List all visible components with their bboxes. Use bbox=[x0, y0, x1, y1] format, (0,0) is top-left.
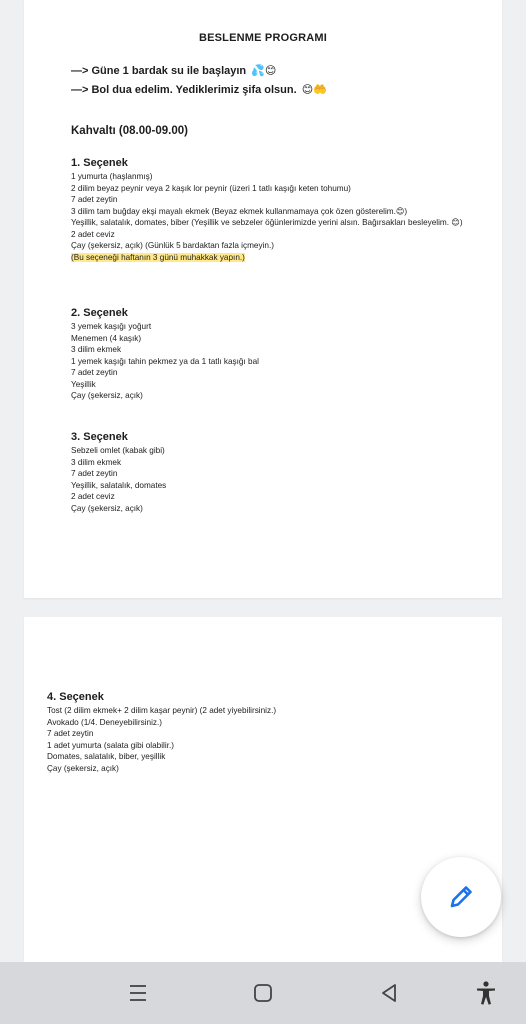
list-item: Çay (şekersiz, açık) (Günlük 5 bardaktan fazla içmeyin.) bbox=[71, 241, 274, 250]
list-item: 7 adet zeytin bbox=[47, 729, 94, 738]
option-1 bbox=[71, 155, 481, 263]
list-item: 2 dilim beyaz peynir veya 2 kaşık lor peynir (üzeri 1 tatlı kaşığı keten tohumu) bbox=[71, 183, 351, 193]
option-items bbox=[71, 445, 481, 514]
meal-heading: Kahvaltı (08.00-09.00) bbox=[71, 125, 188, 137]
accessibility-button[interactable] bbox=[469, 976, 503, 1010]
list-item: 3 dilim ekmek bbox=[71, 457, 122, 467]
document-page-1 bbox=[24, 0, 502, 598]
list-item: 1 adet yumurta (salata gibi olabilir.) bbox=[47, 740, 174, 750]
list-item: 3 dilim tam buğday ekşi mayalı ekmek (Beyaz ekmek kullanmamaya çok özen gösterelim.😊) bbox=[71, 206, 408, 216]
smile-prayer-emoji-icon: 😊🤲 bbox=[301, 84, 327, 96]
pencil-icon bbox=[445, 881, 477, 913]
highlighted-note: (Bu seçeneği haftanın 3 günü muhakkak yapın.) bbox=[71, 252, 245, 262]
recent-apps-button[interactable] bbox=[121, 976, 155, 1010]
list-item: Çay (şekersiz, açık) bbox=[47, 763, 119, 773]
home-button[interactable] bbox=[246, 976, 280, 1010]
option-title: 4. Seçenek bbox=[47, 691, 104, 703]
list-item: 7 adet zeytin bbox=[71, 368, 118, 377]
list-item: Sebzeli omlet (kabak gibi) bbox=[71, 446, 165, 455]
list-item: Çay (şekersiz, açık) bbox=[71, 503, 143, 513]
list-item: 3 yemek kaşığı yoğurt bbox=[71, 322, 152, 331]
back-icon bbox=[378, 982, 400, 1004]
system-navigation-bar bbox=[0, 962, 526, 1024]
option-4 bbox=[47, 689, 457, 774]
option-items bbox=[71, 321, 481, 402]
option-2 bbox=[71, 305, 481, 402]
list-item: Domates, salatalık, biber, yeşillik bbox=[47, 752, 166, 761]
list-item: Çay (şekersiz, açık) bbox=[71, 391, 143, 400]
water-smile-emoji-icon: 💦😊 bbox=[251, 65, 277, 77]
accessibility-icon bbox=[474, 980, 498, 1006]
intro-lines bbox=[71, 62, 327, 100]
document-title: BESLENME PROGRAMI bbox=[198, 32, 328, 44]
option-title: 2. Seçenek bbox=[71, 307, 128, 319]
list-item: 7 adet zeytin bbox=[71, 195, 118, 204]
intro-text: —> Bol dua edelim. Yediklerimiz şifa olsun. bbox=[71, 84, 297, 96]
intro-line-prayer bbox=[71, 81, 327, 100]
intro-text: —> Güne 1 bardak su ile başlayın bbox=[71, 65, 247, 77]
list-item: Yeşillik, salatalık, domates, biber (Yeşillik ve sebzeler öğünlerimizde yerini alsın. Bağırsakları besleyelim. 😊) bbox=[71, 218, 463, 227]
option-items bbox=[47, 705, 457, 774]
option-3 bbox=[71, 429, 481, 514]
list-item: Tost (2 dilim ekmek+ 2 dilim kaşar peynir) (2 adet yiyebilirsiniz.) bbox=[47, 706, 277, 715]
edit-button[interactable] bbox=[421, 857, 501, 937]
home-icon bbox=[252, 982, 274, 1004]
list-item: 1 yemek kaşığı tahin pekmez ya da 1 tatlı kaşığı bal bbox=[71, 356, 259, 366]
list-item: Menemen (4 kaşık) bbox=[71, 333, 142, 343]
list-item: 2 adet ceviz bbox=[71, 492, 115, 501]
list-item: 2 adet ceviz bbox=[71, 229, 115, 239]
list-item: Yeşillik, salatalık, domates bbox=[71, 480, 167, 490]
option-title: 1. Seçenek bbox=[71, 157, 128, 169]
intro-line-water bbox=[71, 62, 327, 81]
option-title: 3. Seçenek bbox=[71, 431, 128, 443]
list-item: Yeşillik bbox=[71, 379, 96, 389]
list-item: 1 yumurta (haşlanmış) bbox=[71, 172, 153, 181]
list-item: Avokado (1/4. Deneyebilirsiniz.) bbox=[47, 717, 162, 727]
list-item: 3 dilim ekmek bbox=[71, 345, 122, 354]
menu-icon bbox=[127, 982, 149, 1004]
list-item: 7 adet zeytin bbox=[71, 469, 118, 478]
back-button[interactable] bbox=[372, 976, 406, 1010]
option-items bbox=[71, 171, 481, 263]
